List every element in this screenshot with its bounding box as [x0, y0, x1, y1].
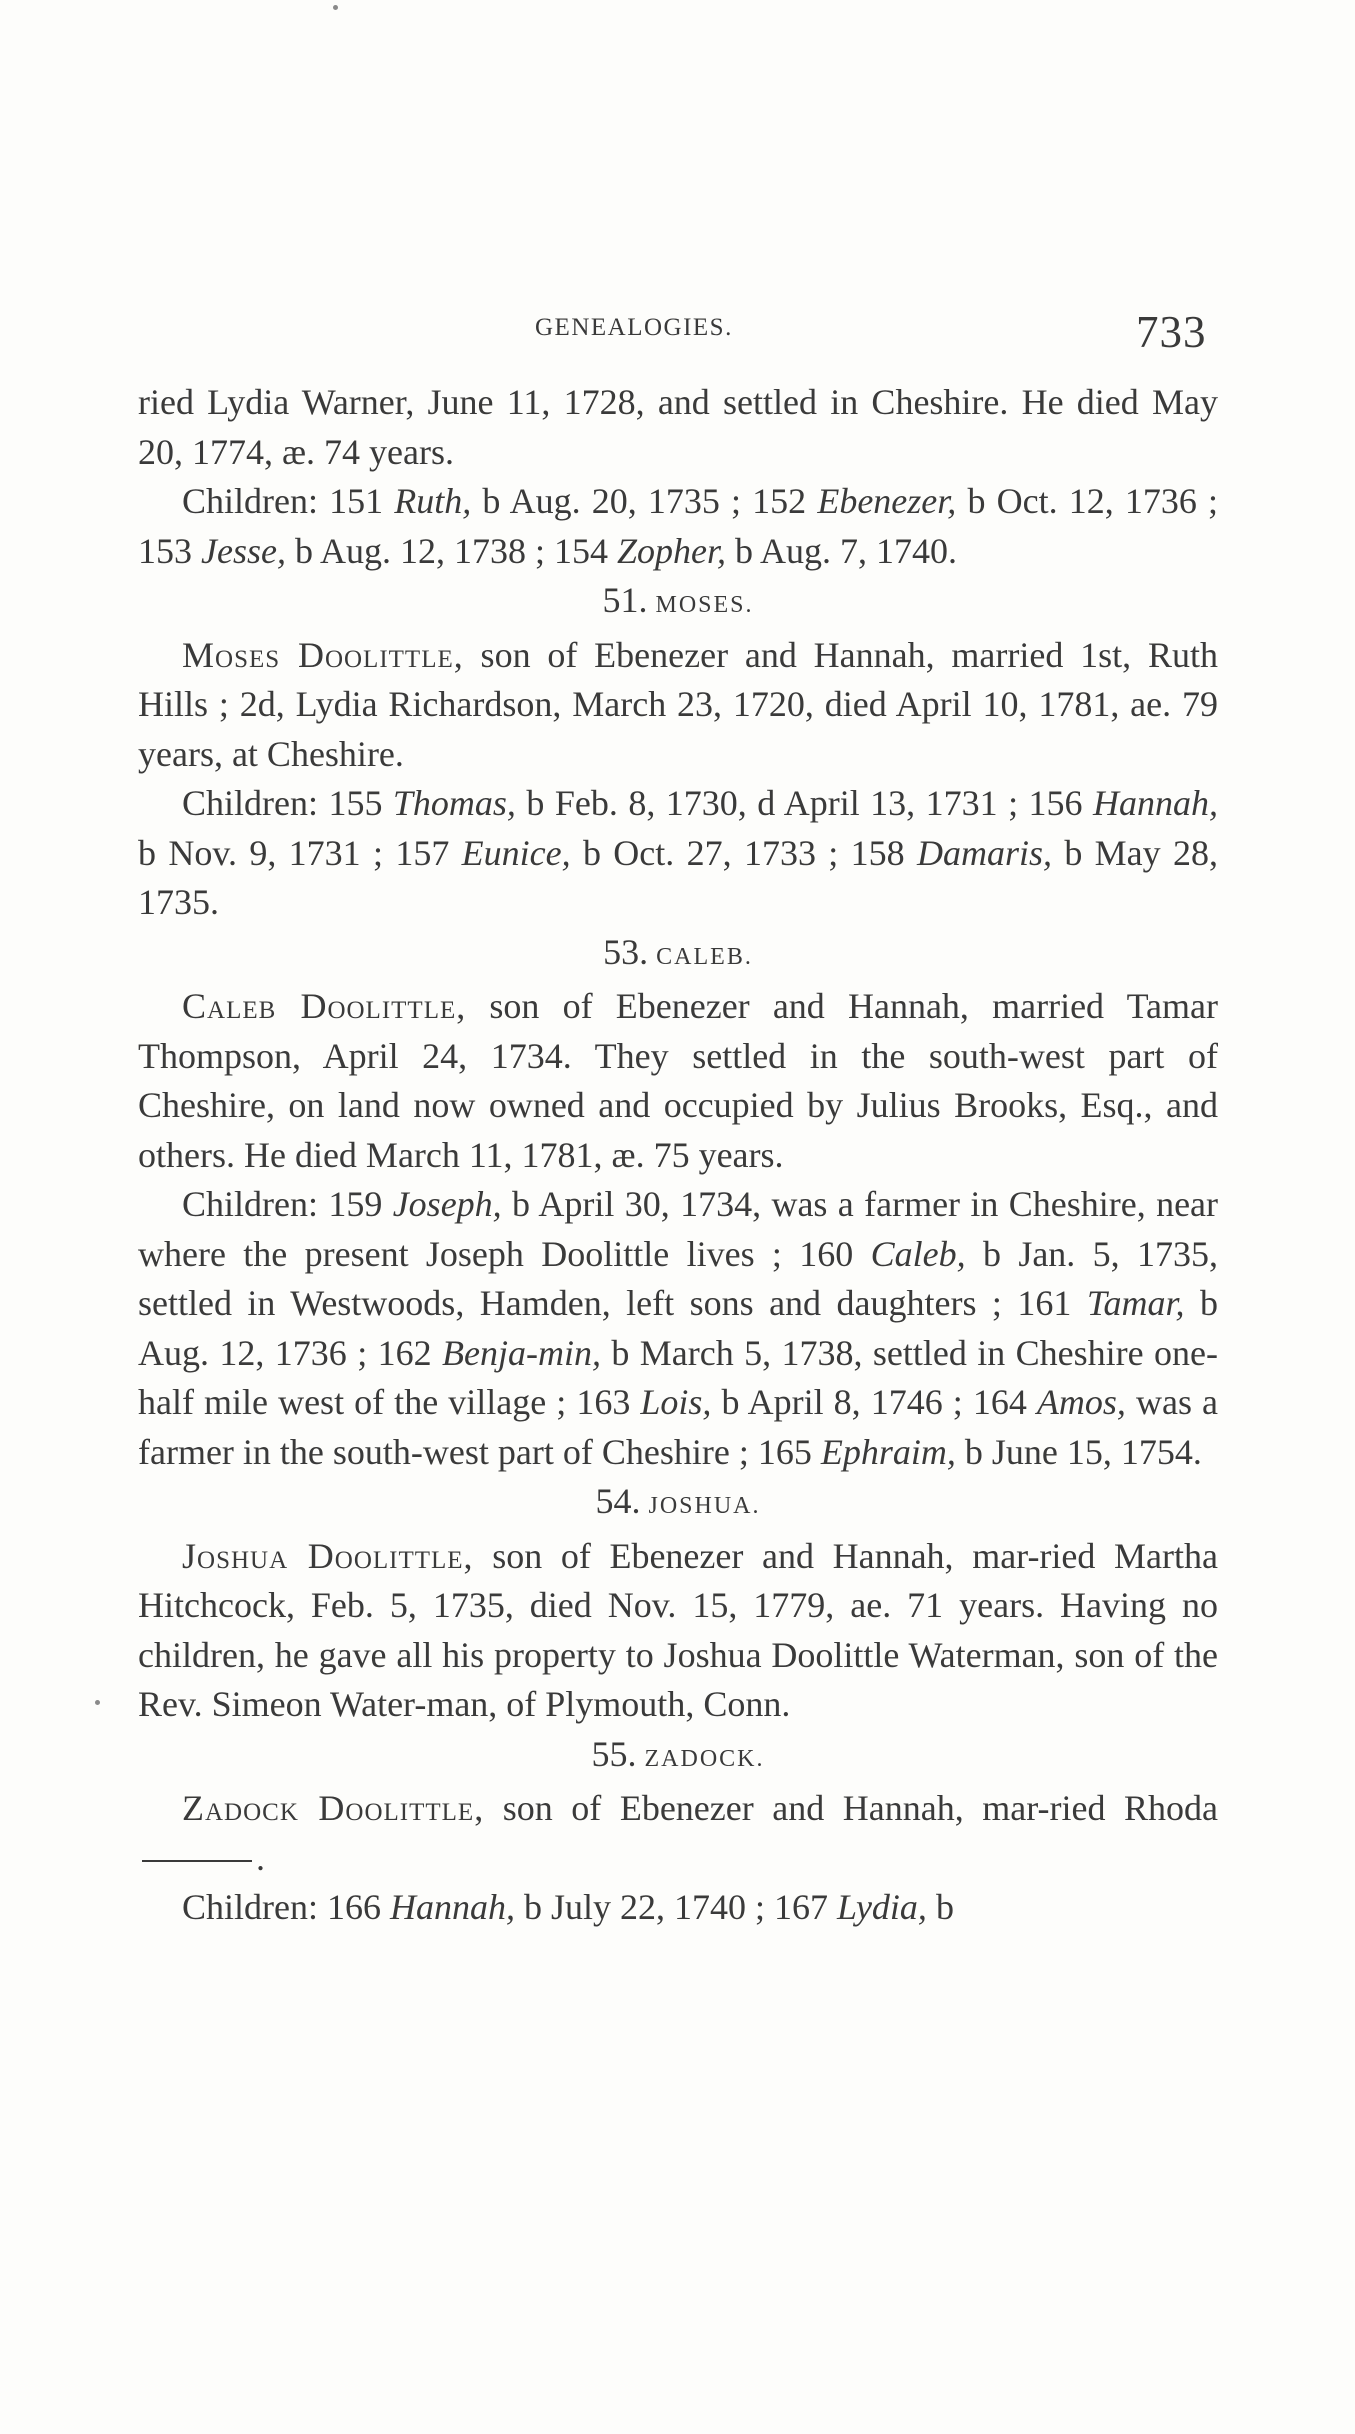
child-name: Lois, [640, 1382, 712, 1422]
entry-moses [138, 631, 1218, 780]
blank-dash [142, 1860, 252, 1862]
child-name: Thomas, [392, 783, 516, 823]
section-heading-zadock [138, 1730, 1218, 1785]
child-name: Eunice, [461, 832, 571, 873]
running-head [0, 300, 1355, 370]
child-name: Hannah, [1093, 783, 1218, 823]
text-run: b April 30, 1734, was a farmer in Cheshire, near where the present Joseph Doolittle lives ; 160 [138, 1184, 1219, 1274]
text-run: b Feb. 8, 1730, d April 13, 1731 ; 156 [515, 783, 1093, 823]
text-run: was a farmer in the south-west part of Cheshire ; 165 [138, 1382, 1218, 1472]
text-run: b April 8, 1746 ; 164 [711, 1382, 1037, 1422]
section-name: MOSES. [655, 592, 754, 618]
text-run: b Aug. 7, 1740. [726, 530, 958, 571]
paragraph-text: . [256, 1837, 265, 1878]
person-name: Moses Doolittle, [182, 634, 464, 675]
child-name: Amos, [1036, 1382, 1126, 1422]
text-run: b March 5, 1738, settled in Cheshire one-half mile west of the village ; 163 [138, 1332, 1218, 1422]
page-number: 733 [1136, 307, 1207, 357]
children-list-55 [138, 1883, 1218, 1933]
paragraph-text: son of Ebenezer and Hannah, married Tamar Thompson, April 24, 1734. They settled in the south-west part of Cheshire, on land now owned and occupied by Julius Brooks, Esq., and others. He died March 11, 1781, æ. 75 years. [138, 986, 1218, 1175]
entry-caleb [138, 982, 1218, 1180]
person-name: Joshua Doolittle, [182, 1535, 474, 1576]
child-name: Ephraim, [820, 1431, 956, 1472]
child-name: Zopher, [616, 530, 727, 571]
entry-zadock [138, 1784, 1218, 1883]
paragraph-continuation [138, 378, 1218, 477]
child-name: Tamar, [1086, 1283, 1185, 1323]
child-name: Lydia, [837, 1887, 927, 1927]
paper-speck [95, 1700, 100, 1705]
text-run: b [926, 1887, 954, 1927]
text-run: b Aug. 12, 1738 ; 154 [285, 530, 617, 571]
child-name: Ebenezer, [817, 481, 957, 521]
child-name: Ruth, [394, 481, 472, 521]
paragraph-text: son of Ebenezer and Hannah, married 1st, Ruth Hills ; 2d, Lydia Richardson, March 23, 1720, died April 10, 1781, ae. 79 years, at Cheshire. [138, 634, 1218, 774]
text-run: b Aug. 12, 1736 ; 162 [138, 1283, 1218, 1373]
paragraph-text: son of Ebenezer and Hannah, mar-ried Martha Hitchcock, Feb. 5, 1735, died Nov. 15, 1779, ae. 71 years. Having no children, he gave all his property to Joshua Doolittle Waterman, son of the Rev. Simeon Water-man, of Plymouth, Conn. [138, 1535, 1218, 1724]
section-name: ZADOCK. [644, 1745, 765, 1772]
text-run: b May 28, 1735. [138, 832, 1218, 922]
child-name: Jesse, [201, 530, 286, 571]
text-run: Children: 159 [182, 1184, 393, 1224]
paper-speck [333, 5, 338, 10]
section-heading-moses [138, 576, 1218, 631]
section-name: CALEB. [656, 943, 753, 970]
child-name: Caleb, [870, 1233, 966, 1274]
paragraph-text: ried Lydia Warner, June 11, 1728, and settled in Cheshire. He died May 20, 1774, æ. 74 years. [138, 382, 1218, 472]
entry-joshua [138, 1532, 1218, 1730]
text-run: b July 22, 1740 ; 167 [514, 1887, 837, 1927]
section-heading-caleb [138, 928, 1218, 983]
text-run: Children: 151 [182, 481, 395, 521]
section-number: 53. [603, 931, 649, 972]
child-name: Hannah, [389, 1887, 515, 1927]
children-list-51 [138, 779, 1218, 928]
text-run: b Nov. 9, 1731 ; 157 [138, 832, 462, 873]
paragraph-text: son of Ebenezer and Hannah, mar-ried Rhoda [484, 1788, 1218, 1828]
children-list-50 [138, 477, 1218, 576]
person-name: Caleb Doolittle, [182, 986, 467, 1026]
child-name: Damaris, [916, 832, 1052, 873]
section-number: 55. [591, 1733, 637, 1774]
section-name: JOSHUA. [648, 1493, 761, 1519]
text-run: b Oct. 27, 1733 ; 158 [570, 832, 917, 873]
section-number: 54. [595, 1481, 641, 1521]
running-head-title: GENEALOGIES. [535, 314, 733, 341]
person-name: Zadock Doolittle, [182, 1788, 485, 1828]
text-run: Children: 166 [182, 1887, 390, 1927]
body-text [138, 378, 1218, 1933]
text-run: b Aug. 20, 1735 ; 152 [471, 481, 818, 521]
child-name: Benja-min, [441, 1332, 601, 1373]
text-run: b June 15, 1754. [955, 1431, 1202, 1472]
section-number: 51. [602, 580, 648, 620]
text-run: Children: 155 [182, 783, 393, 823]
text-run: b Jan. 5, 1735, settled in Westwoods, Hamden, left sons and daughters ; 161 [138, 1233, 1218, 1323]
text-run: b Oct. 12, 1736 ; 153 [138, 481, 1219, 571]
section-heading-joshua [138, 1477, 1218, 1532]
child-name: Joseph, [392, 1184, 502, 1224]
children-list-53 [138, 1180, 1218, 1477]
